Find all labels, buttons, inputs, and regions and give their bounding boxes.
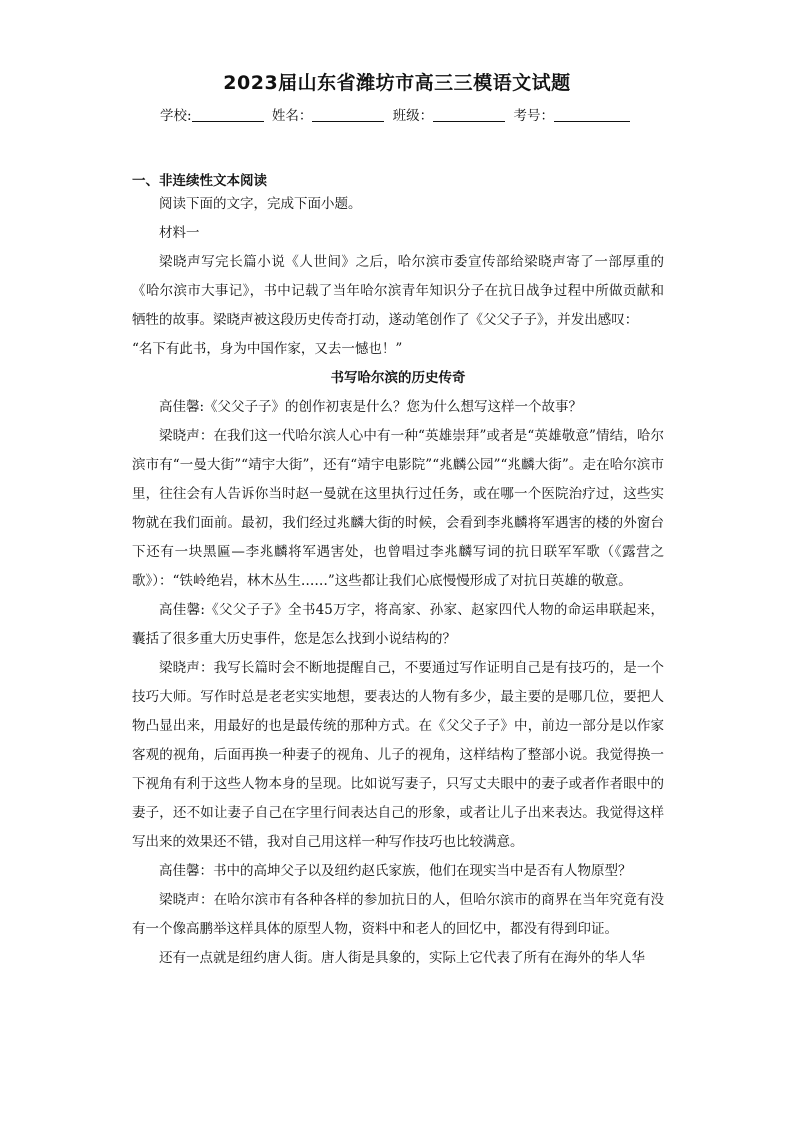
material-label: 材料一 (159, 225, 200, 241)
exam-no-blank (554, 107, 630, 122)
exam-title: 2023届山东省潍坊市高三三模语文试题 (223, 72, 571, 94)
paragraph: 梁晓声：我写长篇时会不断地提醒自己，不要通过写作证明自己是有技巧的，是一个技巧大师。写作时总是老老实实地想，要表达的人物有多少，最主要的是哪几位，要把人物凸显出来，用最好的也是最传统的那种方式。在《父父子子》中，前边一部分是以作家客观的视角，后面再换一种妻子的视角、儿子的视角，这样结构了整部小说。我觉得换一下视角有利于这些人物本身的呈现。比如说写妻子，只写丈夫眼中的妻子或者作者眼中的妻子，还不如让妻子自己在字里行间表达自己的形象，或者让儿子出来表达。我觉得这样写出来的效果还不错，我对自己用这样一种写作技巧也比较满意。 (132, 660, 664, 850)
paragraph: 高佳馨:《父父子子》全书45万字，将高家、孙家、赵家四代人物的命运串联起来，囊括了很多重大历史事件，您是怎么找到小说结构的？ (132, 602, 664, 647)
paragraph: 高佳馨:《父父子子》的创作初衷是什么？您为什么想写这样一个故事？ (159, 399, 583, 415)
class-blank (433, 107, 505, 122)
student-info-row (160, 104, 634, 124)
article-subtitle: 书写哈尔滨的历史传奇 (330, 370, 466, 386)
exam-no-label: 考号： (513, 108, 554, 124)
paragraph: 高佳馨：书中的高坤父子以及纽约赵氏家族，他们在现实当中是否有人物原型？ (159, 863, 632, 879)
name-blank (312, 107, 384, 122)
class-label: 班级： (392, 108, 434, 124)
name-label: 姓名： (271, 108, 313, 124)
article-body (132, 190, 664, 973)
paragraph: 梁晓声：在我们这一代哈尔滨人心中有一种“英雄崇拜”或者是“英雄敬意”情结，哈尔滨市有“一曼大街”“靖宇大街”，还有“靖宇电影院”“兆麟公园”“兆麟大街”。走在哈尔滨市里，往往会有人告诉你当时赵一曼就在这里执行过任务，或在哪一个医院治疗过，这些实物就在我们面前。最初，我们经过兆麟大街的时候，会看到李兆麟将军遇害的楼的外窗台下还有一块黑匾—李兆麟将军遇害处，也曾唱过李兆麟写词的抗日联军军歌（《露营之歌》）：“铁岭绝岩，林木丛生……”这些都让我们心底慢慢形成了对抗日英雄的敬意。 (132, 428, 664, 589)
instruction-text: 阅读下面的文字，完成下面小题。 (159, 196, 362, 212)
section-heading: 一、非连续性文本阅读 (132, 173, 267, 189)
paragraph-quote: “名下有此书，身为中国作家，又去一憾也！” (132, 341, 403, 357)
school-label: 学校: (160, 108, 192, 124)
paragraph: 还有一点就是纽约唐人街。唐人街是具象的，实际上它代表了所有在海外的华人华 (159, 950, 645, 966)
paragraph: 梁晓声写完长篇小说《人世间》之后，哈尔滨市委宣传部给梁晓声寄了一部厚重的《哈尔滨市大事记》，书中记载了当年哈尔滨青年知识分子在抗日战争过程中所做贡献和牺牲的故事。梁晓声被这段历史传奇打动，遂动笔创作了《父父子子》，并发出感叹： (132, 254, 664, 328)
school-blank (192, 107, 264, 122)
paragraph: 梁晓声：在哈尔滨市有各种各样的参加抗日的人，但哈尔滨市的商界在当年究竟有没有一个像高鹏举这样具体的原型人物，资料中和老人的回忆中，都没有得到印证。 (132, 892, 664, 937)
